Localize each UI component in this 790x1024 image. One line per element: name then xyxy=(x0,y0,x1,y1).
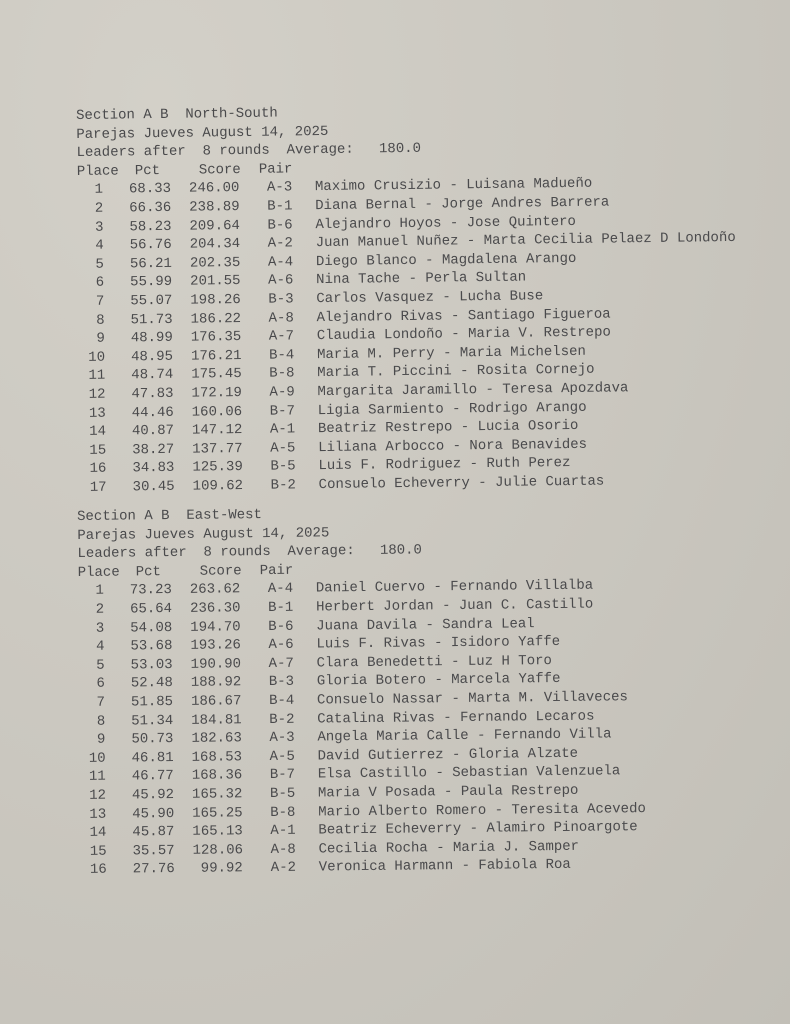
pct-cell: 53.03 xyxy=(130,656,173,674)
names-cell: Diego Blanco - Magdalena Arango xyxy=(315,250,577,270)
place-cell: 2 xyxy=(95,601,105,618)
place-cell: 14 xyxy=(89,824,107,841)
pair-cell: B-3 xyxy=(268,674,295,691)
place-header: Place xyxy=(77,564,120,581)
pct-cell: 35.57 xyxy=(132,842,175,860)
section-title: Section A B East-West xyxy=(77,507,263,525)
place-cell: 5 xyxy=(95,256,105,273)
names-cell: Liliana Arbocco - Nora Benavides xyxy=(318,436,588,456)
place-cell: 16 xyxy=(89,460,107,478)
score-cell: 176.35 xyxy=(190,329,242,346)
place-cell: 6 xyxy=(95,275,105,292)
north-south-section xyxy=(76,98,781,497)
pair-cell: B-3 xyxy=(268,291,294,308)
score-cell: 182.63 xyxy=(191,730,242,747)
pair-cell: B-2 xyxy=(270,477,296,494)
pair-cell: B-6 xyxy=(267,216,293,234)
pair-cell: A-7 xyxy=(268,655,294,672)
pct-cell: 48.74 xyxy=(131,367,174,384)
pair-cell: A-1 xyxy=(270,822,296,840)
pct-cell: 45.87 xyxy=(132,824,175,841)
pct-cell: 34.83 xyxy=(132,460,175,477)
pct-cell: 65.64 xyxy=(129,600,173,618)
pct-cell: 58.23 xyxy=(129,218,172,235)
place-cell: 1 xyxy=(95,583,104,600)
east-west-section xyxy=(77,501,781,880)
names-cell: David Gutierrez - Gloria Alzate xyxy=(317,745,579,765)
score-cell: 160.06 xyxy=(191,403,243,421)
score-cell: 188.92 xyxy=(190,674,242,692)
names-cell: Beatriz Restrepo - Lucia Osorio xyxy=(317,417,579,438)
score-cell: 165.32 xyxy=(191,786,243,803)
pct-cell: 50.73 xyxy=(131,731,174,748)
score-cell: 109.62 xyxy=(192,477,244,495)
score-cell: 165.25 xyxy=(192,804,243,822)
names-cell: Luis F. Rodriguez - Ruth Perez xyxy=(318,455,571,475)
names-cell: Maria V Posada - Paula Restrepo xyxy=(317,782,579,802)
pair-cell: A-6 xyxy=(268,636,294,654)
pct-cell: 45.92 xyxy=(131,786,175,804)
score-cell: 190.90 xyxy=(190,656,242,673)
place-cell: 7 xyxy=(96,694,106,711)
score-header: Score xyxy=(198,161,241,179)
pair-cell: A-6 xyxy=(268,272,294,290)
pct-cell: 45.90 xyxy=(132,805,175,822)
pct-cell: 56.76 xyxy=(129,236,172,254)
pct-header: Pct xyxy=(134,162,161,180)
pair-cell: A-3 xyxy=(269,729,295,747)
names-cell: Consuelo Nassar - Marta M. Villaveces xyxy=(316,689,628,709)
pct-cell: 46.81 xyxy=(131,749,174,767)
score-cell: 186.67 xyxy=(190,693,242,710)
pct-cell: 48.99 xyxy=(130,329,173,347)
names-cell: Alejandro Hoyos - Jose Quintero xyxy=(315,213,576,233)
place-cell: 15 xyxy=(89,843,107,860)
pair-cell: B-1 xyxy=(267,599,294,616)
pct-cell: 66.36 xyxy=(129,199,172,217)
names-cell: Gloria Botero - Marcela Yaffe xyxy=(316,671,561,690)
pair-cell: A-9 xyxy=(269,384,295,401)
score-cell: 204.34 xyxy=(189,236,241,253)
score-cell: 165.13 xyxy=(192,823,243,840)
pct-cell: 48.95 xyxy=(130,348,174,366)
pair-cell: A-8 xyxy=(270,841,296,858)
pct-cell: 51.73 xyxy=(130,311,173,328)
names-cell: Alejandro Rivas - Santiago Figueroa xyxy=(316,306,611,326)
pct-cell: 30.45 xyxy=(132,478,175,496)
pct-cell: 56.21 xyxy=(129,255,173,273)
event-line: Parejas Jueves August 14, 2025 xyxy=(77,524,330,544)
pair-cell: B-5 xyxy=(269,785,296,802)
pair-cell: A-5 xyxy=(269,748,295,765)
pct-cell: 51.85 xyxy=(130,693,174,711)
pct-cell: 55.99 xyxy=(130,274,173,291)
names-cell: Juan Manuel Nuñez - Marta Cecilia Pelaez D Londoño xyxy=(315,230,736,252)
names-cell: Nina Tache - Perla Sultan xyxy=(316,269,527,289)
pair-cell: B-8 xyxy=(269,365,295,382)
score-cell: 186.22 xyxy=(190,310,242,328)
names-cell: Luis F. Rivas - Isidoro Yaffe xyxy=(316,634,561,653)
score-cell: 184.81 xyxy=(191,711,242,729)
pair-cell: B-7 xyxy=(269,402,296,420)
names-cell: Margarita Jaramillo - Teresa Apozdava xyxy=(317,380,629,400)
leaders-line: Leaders after 8 rounds Average: 180.0 xyxy=(77,542,423,563)
pair-cell: A-5 xyxy=(270,440,296,457)
place-cell: 10 xyxy=(88,750,106,767)
pct-cell: 47.83 xyxy=(131,385,174,403)
place-cell: 10 xyxy=(88,349,106,366)
pct-cell: 55.07 xyxy=(130,292,173,310)
pct-cell: 44.46 xyxy=(131,404,174,421)
leaders-line: Leaders after 8 rounds Average: 180.0 xyxy=(76,140,422,162)
names-cell: Diana Bernal - Jorge Andres Barrera xyxy=(315,194,610,215)
score-cell: 137.77 xyxy=(192,440,243,458)
pct-cell: 52.48 xyxy=(130,675,173,692)
pct-header: Pct xyxy=(135,563,161,581)
score-cell: 236.30 xyxy=(189,600,241,617)
names-cell: Catalina Rivas - Fernando Lecaros xyxy=(317,708,595,728)
pair-cell: A-4 xyxy=(267,254,294,271)
score-cell: 128.06 xyxy=(192,841,244,859)
place-cell: 3 xyxy=(95,620,105,637)
pct-cell: 51.34 xyxy=(131,712,174,729)
names-cell: Veronica Harmann - Fabiola Roa xyxy=(318,857,571,876)
place-cell: 7 xyxy=(95,293,105,310)
place-cell: 11 xyxy=(88,367,106,385)
pair-cell: B-1 xyxy=(267,198,293,215)
names-cell: Mario Alberto Romero - Teresita Acevedo xyxy=(318,800,646,820)
place-cell: 12 xyxy=(88,386,106,403)
names-cell: Angela Maria Calle - Fernando Villa xyxy=(317,726,612,746)
score-cell: 175.45 xyxy=(191,366,242,383)
place-cell: 15 xyxy=(89,442,107,459)
place-cell: 14 xyxy=(89,423,107,440)
score-header: Score xyxy=(199,563,242,580)
pair-header: Pair xyxy=(258,161,293,178)
pair-cell: A-4 xyxy=(267,581,294,598)
pct-cell: 68.33 xyxy=(128,181,172,198)
names-cell: Cecilia Rocha - Maria J. Samper xyxy=(318,838,580,858)
place-header: Place xyxy=(76,163,119,180)
pair-cell: A-1 xyxy=(269,421,296,438)
score-cell: 201.55 xyxy=(190,273,241,290)
event-line: Parejas Jueves August 14, 2025 xyxy=(76,123,329,143)
names-cell: Maximo Crusizio - Luisana Madueño xyxy=(314,176,593,196)
score-cell: 176.21 xyxy=(190,347,242,365)
names-cell: Juana Davila - Sandra Leal xyxy=(316,615,535,635)
place-cell: 1 xyxy=(94,182,104,199)
place-cell: 13 xyxy=(89,806,107,823)
results-table xyxy=(78,575,781,880)
names-cell: Maria T. Piccini - Rosita Cornejo xyxy=(317,361,595,382)
pair-cell: B-8 xyxy=(270,804,296,821)
place-cell: 8 xyxy=(96,312,105,329)
score-cell: 263.62 xyxy=(189,581,241,599)
score-cell: 193.26 xyxy=(190,637,241,654)
place-cell: 6 xyxy=(96,676,105,693)
pct-cell: 27.76 xyxy=(132,861,175,878)
score-cell: 125.39 xyxy=(192,459,243,476)
names-cell: Consuelo Echeverry - Julie Cuartas xyxy=(318,473,605,493)
names-cell: Beatriz Echeverry - Alamiro Pinoargote xyxy=(318,819,638,839)
pair-cell: B-2 xyxy=(269,711,295,728)
place-cell: 4 xyxy=(95,237,104,254)
place-cell: 8 xyxy=(96,713,106,730)
pair-cell: A-8 xyxy=(268,309,294,327)
place-cell: 11 xyxy=(88,769,106,786)
score-cell: 168.53 xyxy=(191,749,243,766)
place-cell: 12 xyxy=(89,787,107,804)
pct-cell: 38.27 xyxy=(132,441,175,459)
place-cell: 13 xyxy=(88,405,106,422)
names-cell: Carlos Vasquez - Lucha Buse xyxy=(316,288,544,308)
score-cell: 238.89 xyxy=(189,198,240,216)
pair-cell: B-6 xyxy=(268,618,294,635)
pair-cell: B-5 xyxy=(270,458,296,475)
place-cell: 2 xyxy=(94,200,104,217)
pair-cell: A-2 xyxy=(270,860,297,877)
place-cell: 9 xyxy=(96,330,105,347)
names-cell: Herbert Jordan - Juan C. Castillo xyxy=(315,596,594,616)
score-cell: 172.19 xyxy=(191,384,243,402)
score-cell: 194.70 xyxy=(190,618,241,636)
score-cell: 202.35 xyxy=(189,254,241,272)
pair-cell: B-4 xyxy=(268,692,295,709)
pct-cell: 73.23 xyxy=(129,582,172,599)
names-cell: Daniel Cuervo - Fernando Villalba xyxy=(315,577,594,597)
names-cell: Maria M. Perry - Maria Michelsen xyxy=(316,343,586,363)
place-cell: 4 xyxy=(95,638,105,655)
pct-cell: 40.87 xyxy=(131,422,175,440)
pair-cell: B-7 xyxy=(269,767,296,784)
score-cell: 147.12 xyxy=(191,422,243,439)
section-title: Section A B North-South xyxy=(76,105,278,124)
results-table xyxy=(77,173,781,498)
place-cell: 9 xyxy=(96,731,106,748)
names-cell: Clara Benedetti - Luz H Toro xyxy=(316,652,552,672)
pct-cell: 54.08 xyxy=(130,619,173,637)
place-cell: 5 xyxy=(96,657,105,674)
pct-cell: 53.68 xyxy=(130,638,173,655)
pair-header: Pair xyxy=(259,562,294,579)
score-cell: 168.36 xyxy=(191,767,243,785)
score-cell: 99.92 xyxy=(200,860,243,878)
pair-cell: A-2 xyxy=(267,235,294,252)
pair-cell: B-4 xyxy=(268,347,295,364)
place-cell: 3 xyxy=(94,219,104,236)
score-cell: 246.00 xyxy=(188,180,240,197)
names-cell: Elsa Castillo - Sebastian Valenzuela xyxy=(317,763,621,783)
score-cell: 198.26 xyxy=(190,291,241,309)
place-cell: 16 xyxy=(89,861,107,879)
names-cell: Ligia Sarmiento - Rodrigo Arango xyxy=(317,399,587,419)
pair-cell: A-3 xyxy=(266,179,293,197)
pair-cell: A-7 xyxy=(268,328,295,345)
place-cell: 17 xyxy=(89,479,107,496)
pct-cell: 46.77 xyxy=(131,768,174,785)
names-cell: Claudia Londoño - Maria V. Restrepo xyxy=(316,324,611,345)
score-cell: 209.64 xyxy=(189,217,240,235)
